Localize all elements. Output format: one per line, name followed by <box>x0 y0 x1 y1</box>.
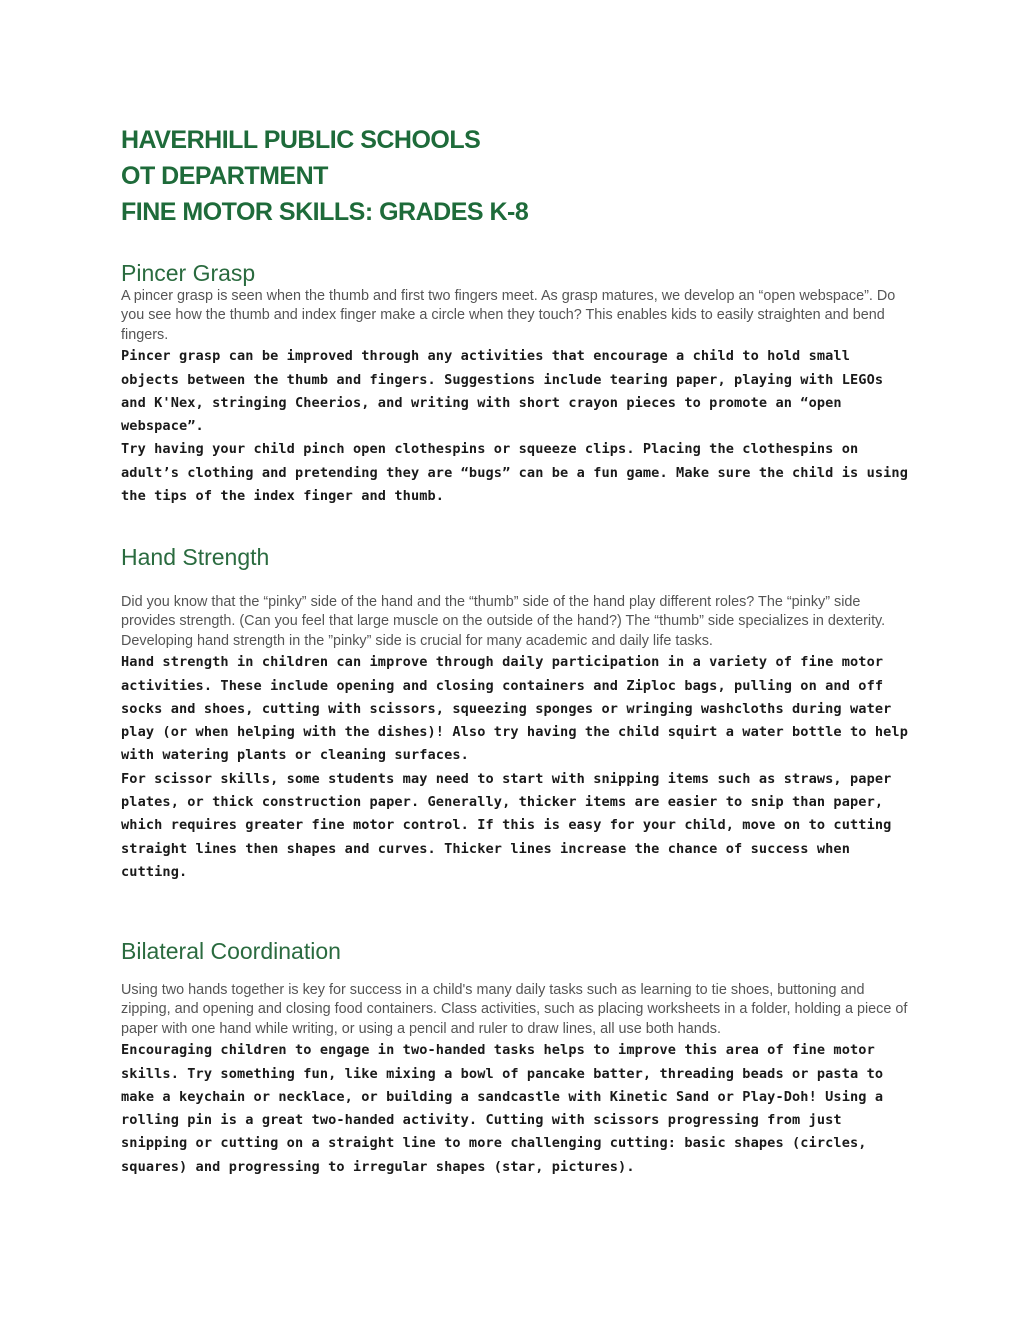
section-hand-strength <box>121 543 911 884</box>
section-heading: Bilateral Coordination <box>121 938 341 964</box>
section-heading: Pincer Grasp <box>121 260 256 286</box>
section-pincer-grasp <box>121 259 911 508</box>
title-line-school: HAVERHILL PUBLIC SCHOOLS <box>121 126 481 154</box>
section-intro: Using two hands together is key for success in a child's many daily tasks such as learning to tie shoes, buttoning and zipping, and opening and closing food containers. Class activities, such as placing worksheets in a folder, holding a piece of paper with one hand while writing, or using a pencil and ruler to draw lines, all use both hands. <box>121 982 908 1037</box>
title-line-department: OT DEPARTMENT <box>121 162 328 190</box>
document-title <box>121 122 528 230</box>
section-intro: A pincer grasp is seen when the thumb and first two fingers meet. As grasp matures, we develop an “open webspace”. Do you see how the thumb and index finger make a circle when they touch? This enables kids to easily straighten and bend fingers. <box>121 288 896 343</box>
section-tip: For scissor skills, some students may need to start with snipping items such as straws, paper plates, or thick construction paper. Generally, thicker items are easier to snip than paper, which requires greater fine motor control. If this is easy for your child, move on to cutting straight lines then shapes and curves. Thicker lines increase the chance of success when cutting. <box>121 770 892 880</box>
section-heading: Hand Strength <box>121 544 270 570</box>
section-tip: Try having your child pinch open clothespins or squeeze clips. Placing the clothespins on adult’s clothing and pretending they are “bugs” can be a fun game. Make sure the child is using the tips of the index finger and thumb. <box>121 441 908 504</box>
section-intro: Did you know that the “pinky” side of the hand and the “thumb” side of the hand play different roles? The “pinky” side provides strength. (Can you feel that large muscle on the outside of the hand?) The “thumb” side specializes in dexterity. Developing hand strength in the ”pinky” side is crucial for many academic and daily life tasks. <box>121 594 886 649</box>
section-tip: Pincer grasp can be improved through any activities that encourage a child to hold small objects between the thumb and fingers. Suggestions include tearing paper, playing with LEGOs and K'Nex, stringing Cheerios, and writing with short crayon pieces to promote an “open webspace”. <box>121 348 884 435</box>
section-bilateral-coordination <box>121 937 911 1179</box>
section-tip: Encouraging children to engage in two-handed tasks helps to improve this area of fine motor skills. Try something fun, like mixing a bowl of pancake batter, threading beads or pasta to make a keychain or necklace, or building a sandcastle with Kinetic Sand or Play-Doh! Using a rolling pin is a great two-handed activity. Cutting with scissors progressing from just snipping or cutting on a straight line to more challenging cutting: basic shapes (circles, squares) and progressing to irregular shapes (star, pictures). <box>121 1042 884 1175</box>
section-tip: Hand strength in children can improve through daily participation in a variety of fine motor activities. These include opening and closing containers and Ziploc bags, pulling on and off socks and shoes, cutting with scissors, squeezing sponges or wringing washcloths during water play (or when helping with the dishes)! Also try having the child squirt a water bottle to help with watering plants or cleaning surfaces. <box>121 654 908 764</box>
title-line-topic: FINE MOTOR SKILLS: GRADES K-8 <box>121 198 529 226</box>
